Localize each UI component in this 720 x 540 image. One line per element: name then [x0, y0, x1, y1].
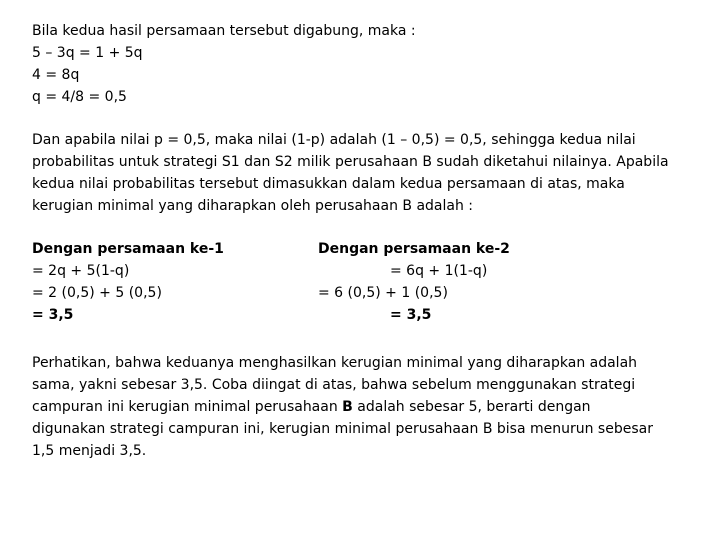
equation-line: 5 – 3q = 1 + 5q [32, 45, 143, 61]
paragraph-line: Perhatikan, bahwa keduanya menghasilkan kerugian minimal yang diharapkan adalah [32, 355, 638, 371]
intro-block [32, 20, 682, 108]
equation-1-column [32, 238, 292, 326]
equation-2-line: = 6 (0,5) + 1 (0,5) [318, 285, 448, 301]
intro-line: Bila kedua hasil persamaan tersebut digabung, maka : [32, 23, 416, 39]
paragraph-text: campuran ini kerugian minimal perusahaan [32, 399, 343, 415]
equation-2-line: = 6q + 1(1-q) [390, 263, 488, 279]
company-b-bold: B [342, 399, 353, 415]
equation-line: q = 4/8 = 0,5 [32, 89, 127, 105]
equation-1-line: = 2 (0,5) + 5 (0,5) [32, 285, 162, 301]
equation-2-result: = 3,5 [390, 307, 432, 323]
paragraph-line: 1,5 menjadi 3,5. [32, 443, 147, 459]
equation-line: 4 = 8q [32, 67, 80, 83]
paragraph-line: kerugian minimal yang diharapkan oleh perusahaan B adalah : [32, 198, 474, 214]
paragraph-1 [32, 129, 682, 217]
paragraph-line [32, 396, 682, 418]
paragraph-2 [32, 352, 682, 462]
paragraph-line: kedua nilai probabilitas tersebut dimasukkan dalam kedua persamaan di atas, maka [32, 176, 625, 192]
paragraph-line: probabilitas untuk strategi S1 dan S2 milik perusahaan B sudah diketahui nilainya. Apabila [32, 154, 669, 170]
paragraph-line: sama, yakni sebesar 3,5. Coba diingat di atas, bahwa sebelum menggunakan strategi [32, 377, 636, 393]
paragraph-text: adalah sebesar 5, berarti dengan [352, 399, 591, 415]
equation-1-result: = 3,5 [32, 307, 74, 323]
equation-1-line: = 2q + 5(1-q) [32, 263, 130, 279]
equation-1-heading: Dengan persamaan ke-1 [32, 241, 224, 257]
paragraph-line: digunakan strategi campuran ini, kerugian minimal perusahaan B bisa menurun sebesar [32, 421, 653, 437]
equation-2-heading: Dengan persamaan ke-2 [318, 241, 510, 257]
paragraph-line: Dan apabila nilai p = 0,5, maka nilai (1-p) adalah (1 – 0,5) = 0,5, sehingga kedua nilai [32, 132, 636, 148]
equation-2-column [318, 238, 578, 326]
